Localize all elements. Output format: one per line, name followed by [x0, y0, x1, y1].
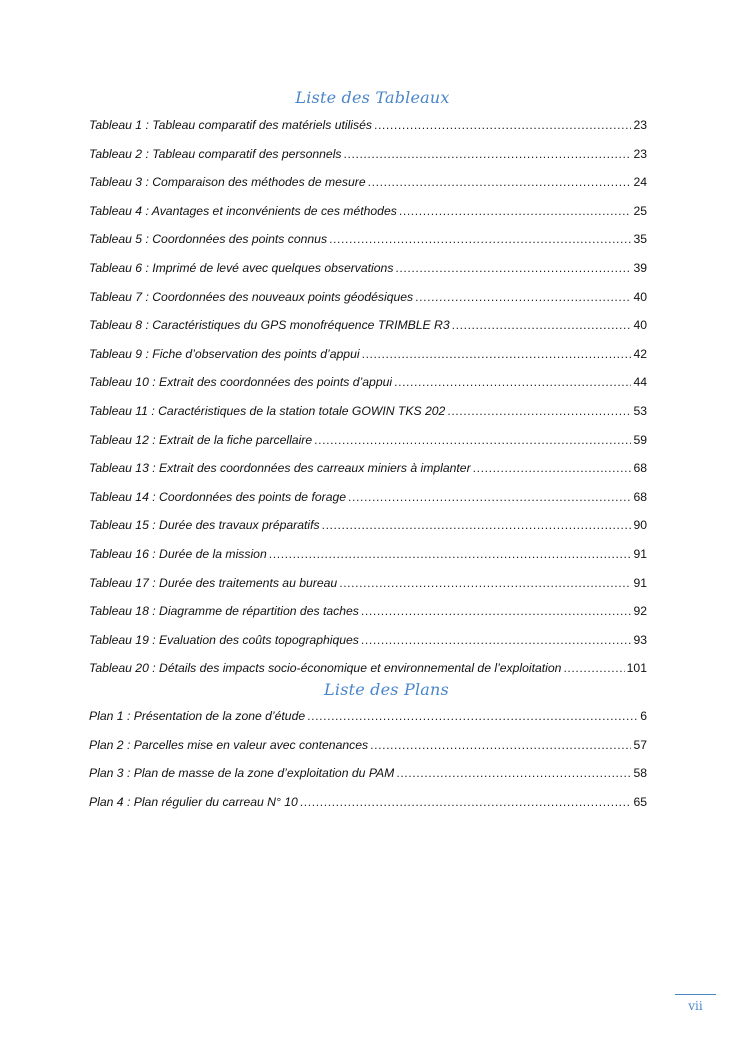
table-entry-label: Tableau 1 : Tableau comparatif des matériels utilisés [89, 118, 372, 132]
dot-leader [473, 461, 632, 475]
table-entry[interactable] [89, 175, 647, 204]
plan-entry-page: 6 [640, 709, 647, 723]
plan-entry-page: 65 [633, 794, 647, 809]
table-entry-label: Tableau 9 : Fiche d’observation des points d’appui [89, 346, 360, 361]
table-entry-label: Tableau 14 : Coordonnées des points de forage [89, 489, 347, 504]
dot-leader [452, 318, 632, 332]
dot-leader [361, 604, 632, 618]
table-entry-page: 53 [633, 403, 647, 418]
table-entry-page: 40 [633, 318, 647, 333]
plan-entry[interactable] [89, 738, 647, 767]
table-entry[interactable] [89, 204, 647, 233]
table-entry[interactable] [89, 433, 647, 462]
table-entry-label: Tableau 19 : Evaluation des coûts topographiques [89, 632, 359, 647]
table-entry-label: Tableau 13 : Extrait des coordonnées des carreaux miniers à implanter [89, 461, 471, 476]
dot-leader [322, 518, 632, 532]
dot-leader [394, 375, 631, 389]
table-entry-page: 44 [633, 375, 647, 390]
plan-entry-label: Plan 4 : Plan régulier du carreau N° 10 [89, 794, 298, 809]
dot-leader [395, 261, 631, 275]
plan-entry[interactable] [89, 766, 647, 795]
table-entry[interactable] [89, 633, 647, 662]
dot-leader [415, 290, 631, 304]
table-entry-page: 39 [633, 260, 647, 275]
list-of-plans-title: Liste des Plans [324, 680, 449, 699]
table-entry-page: 91 [633, 575, 647, 590]
table-entry-page: 93 [633, 632, 647, 647]
table-entry[interactable] [89, 147, 647, 176]
table-entry[interactable] [89, 375, 647, 404]
list-of-tables-title: Liste des Tableaux [295, 88, 450, 107]
table-entry-label: Tableau 2 : Tableau comparatif des personnels [89, 146, 342, 161]
table-entry-label: Tableau 17 : Durée des traitements au bureau [89, 575, 338, 590]
dot-leader [344, 147, 632, 161]
table-entry[interactable] [89, 490, 647, 519]
table-entry-page: 90 [633, 518, 647, 533]
table-entry[interactable] [89, 318, 647, 347]
table-entry-page: 59 [633, 432, 647, 447]
table-entry[interactable] [89, 576, 647, 605]
dot-leader [314, 433, 631, 447]
dot-leader [339, 576, 631, 590]
dot-leader [348, 490, 631, 504]
dot-leader [370, 738, 631, 752]
table-entry[interactable] [89, 547, 647, 576]
plan-entry-label: Plan 3 : Plan de masse de la zone d’exploitation du PAM [89, 766, 395, 781]
plan-entry-page: 57 [633, 737, 647, 752]
table-entry-page: 68 [633, 489, 647, 504]
table-entry-label: Tableau 16 : Durée de la mission [89, 546, 267, 561]
dot-leader [329, 232, 631, 246]
dot-leader [447, 404, 631, 418]
table-entry-label: Tableau 10 : Extrait des coordonnées des points d’appui [89, 375, 393, 390]
table-entry[interactable] [89, 290, 647, 319]
table-entry[interactable] [89, 232, 647, 261]
table-entry[interactable] [89, 118, 647, 147]
table-entry-page: 91 [633, 546, 647, 561]
table-entry-page: 40 [633, 289, 647, 304]
table-entry-page: 23 [633, 118, 647, 132]
list-of-tables [89, 118, 647, 690]
footer-divider [675, 994, 716, 995]
table-entry-label: Tableau 3 : Comparaison des méthodes de mesure [89, 175, 366, 190]
table-entry-page: 24 [633, 175, 647, 190]
table-entry-label: Tableau 20 : Détails des impacts socio-économique et environnemental de l’exploitation [89, 661, 562, 676]
table-entry-label: Tableau 4 : Avantages et inconvénients de ces méthodes [89, 203, 397, 218]
table-entry-page: 42 [633, 346, 647, 361]
table-entry-label: Tableau 12 : Extrait de la fiche parcellaire [89, 432, 313, 447]
table-entry-page: 92 [633, 604, 647, 619]
plan-entry-label: Plan 1 : Présentation de la zone d’étude [89, 709, 306, 723]
table-entry-label: Tableau 5 : Coordonnées des points connus [89, 232, 328, 247]
dot-leader [399, 204, 632, 218]
table-entry-label: Tableau 18 : Diagramme de répartition des taches [89, 604, 359, 619]
table-entry-page: 68 [633, 461, 647, 476]
dot-leader [362, 347, 632, 361]
list-of-plans [89, 709, 647, 823]
dot-leader [307, 709, 638, 723]
table-entry-page: 35 [633, 232, 647, 247]
table-entry-label: Tableau 8 : Caractéristiques du GPS monofréquence TRIMBLE R3 [89, 318, 450, 333]
table-entry-label: Tableau 15 : Durée des travaux préparatifs [89, 518, 320, 533]
plan-entry[interactable] [89, 795, 647, 824]
dot-leader [396, 766, 631, 780]
table-entry[interactable] [89, 461, 647, 490]
dot-leader [361, 633, 632, 647]
table-entry-page: 101 [626, 661, 647, 676]
table-entry[interactable] [89, 404, 647, 433]
dot-leader [374, 118, 631, 132]
table-entry-label: Tableau 6 : Imprimé de levé avec quelques observations [89, 260, 394, 275]
dot-leader [368, 175, 632, 189]
table-entry-label: Tableau 7 : Coordonnées des nouveaux points géodésiques [89, 289, 414, 304]
table-entry-label: Tableau 11 : Caractéristiques de la station totale GOWIN TKS 202 [89, 403, 446, 418]
dot-leader [563, 661, 624, 675]
plan-entry[interactable] [89, 709, 647, 738]
dot-leader [300, 795, 632, 809]
table-entry-page: 25 [633, 203, 647, 218]
plan-entry-label: Plan 2 : Parcelles mise en valeur avec contenances [89, 737, 369, 752]
table-entry-page: 23 [633, 146, 647, 161]
plan-entry-page: 58 [633, 766, 647, 781]
table-entry[interactable] [89, 604, 647, 633]
dot-leader [269, 547, 632, 561]
table-entry[interactable] [89, 518, 647, 547]
table-entry[interactable] [89, 347, 647, 376]
table-entry[interactable] [89, 261, 647, 290]
page-number: vii [688, 999, 703, 1013]
